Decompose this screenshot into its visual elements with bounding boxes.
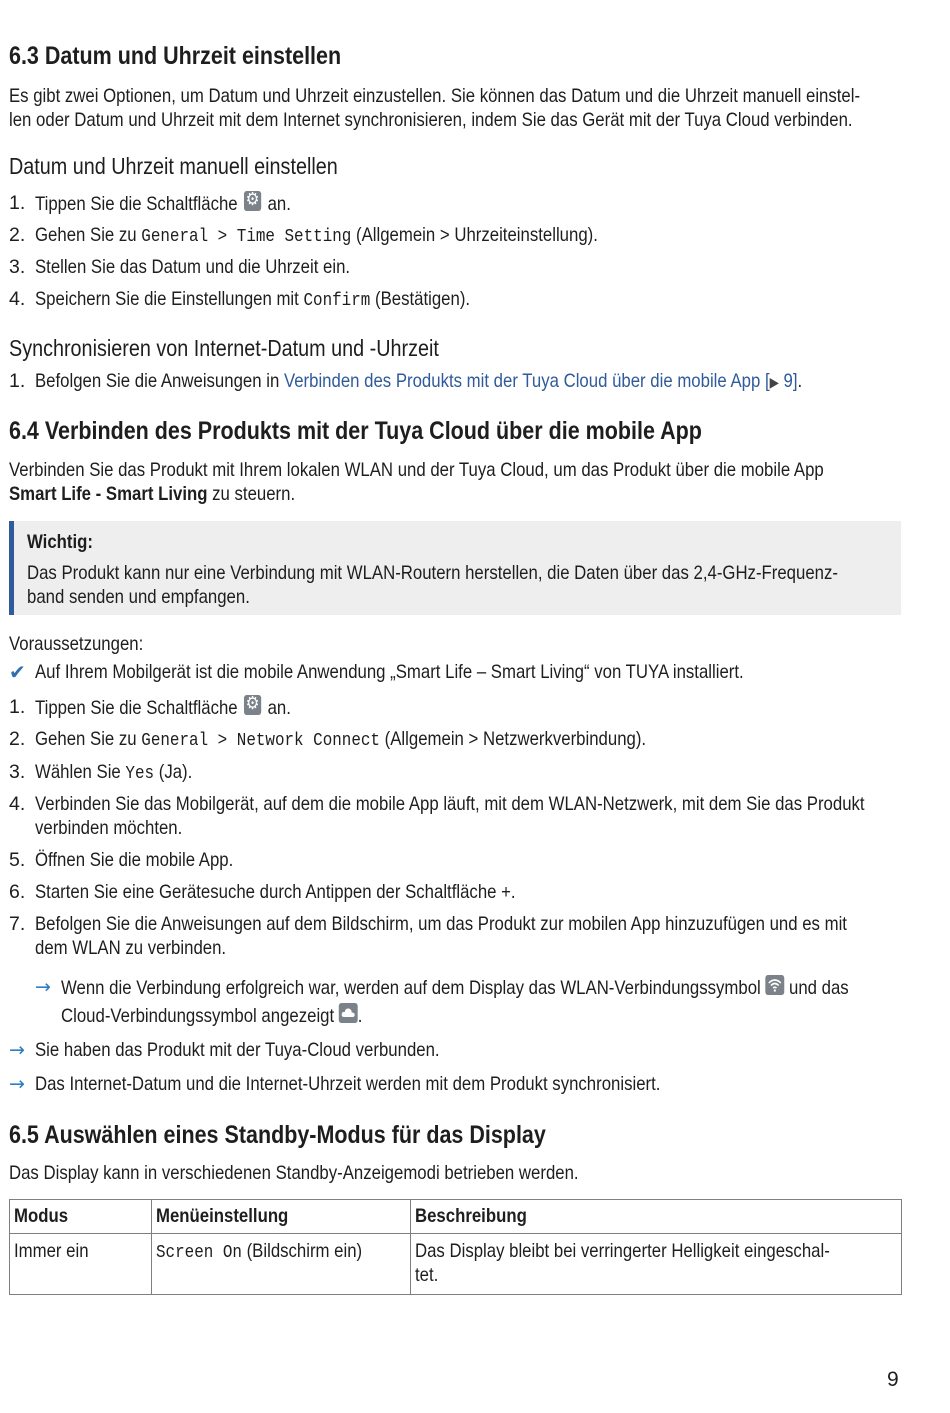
table-header-row — [10, 1200, 902, 1234]
section-heading-6-5: 6.5 Auswählen eines Standby-Modus für das Display — [9, 1121, 546, 1149]
list-item: 1. Tippen Sie die Schaltfläche ⚙ an. — [9, 191, 901, 215]
column-header: Modus — [10, 1200, 152, 1234]
table-cell: Das Display bleibt bei verringerter Helligkeit eingeschal- tet. — [410, 1234, 901, 1295]
wifi-icon — [765, 975, 784, 995]
subheading-sync: Synchronisieren von Internet-Datum und -Uhrzeit — [9, 335, 439, 361]
gear-icon — [244, 695, 261, 715]
list-item: 1. Befolgen Sie die Anweisungen in Verbinden des Produkts mit der Tuya Cloud über die mobile App [▶ 9]. — [9, 370, 803, 392]
result-arrow-icon: → — [9, 1039, 25, 1061]
play-triangle-icon: ▶ — [769, 375, 779, 391]
list-item: 4. Verbinden Sie das Mobilgerät, auf dem die mobile App läuft, mit dem WLAN-Netzwerk, mit dem Sie das Produkt verbinden möchten. — [9, 793, 865, 839]
note-text: Das Produkt kann nur eine Verbindung mit WLAN-Routern herstellen, die Daten über das 2,4-GHz-Frequenz- band senden und empfangen. — [27, 562, 838, 608]
standby-mode-table — [9, 1199, 902, 1295]
list-item: 7. Befolgen Sie die Anweisungen auf dem Bildschirm, um das Produkt zur mobilen App hinzuzufügen und es mit dem WLAN zu verbinden. — [9, 913, 847, 959]
gear-icon — [244, 191, 261, 211]
list-item: 5. Öffnen Sie die mobile App. — [9, 849, 234, 871]
checkmark-icon: ✔ — [9, 660, 26, 684]
subheading-manual: Datum und Uhrzeit manuell einstellen — [9, 153, 338, 179]
result-arrow-icon: → — [9, 1073, 25, 1095]
result-arrow-icon: → — [35, 976, 51, 998]
section-heading-6-4: 6.4 Verbinden des Produkts mit der Tuya Cloud über die mobile App — [9, 417, 702, 445]
column-header: Beschreibung — [410, 1200, 901, 1234]
list-item: 6. Starten Sie eine Gerätesuche durch Antippen der Schaltfläche +. — [9, 881, 516, 903]
note-title: Wichtig: — [27, 531, 93, 553]
table-cell: Immer ein — [10, 1234, 152, 1295]
result-item: → Wenn die Verbindung erfolgreich war, werden auf dem Display das WLAN-Verbindungssymbol und das Cloud-Verbindungssymbol angezeigt . — [35, 976, 849, 1027]
important-note-box — [9, 521, 901, 615]
table-row — [10, 1234, 902, 1295]
result-item: → Sie haben das Produkt mit der Tuya-Cloud verbunden. — [9, 1039, 440, 1061]
list-item: 3. Stellen Sie das Datum und die Uhrzeit ein. — [9, 256, 351, 278]
list-item: 1. Tippen Sie die Schaltfläche ⚙ an. — [9, 695, 901, 719]
cross-reference-link[interactable]: Verbinden des Produkts mit der Tuya Cloud über die mobile App [▶ 9] — [283, 370, 798, 392]
intro-paragraph: Verbinden Sie das Produkt mit Ihrem lokalen WLAN und der Tuya Cloud, um das Produkt über die mobile App Smart Life - Smart Living zu steuern. — [9, 459, 824, 505]
prerequisites-label: Voraussetzungen: — [9, 633, 144, 655]
list-item: 2. Gehen Sie zu General > Time Setting (Allgemein > Uhrzeiteinstellung). — [9, 224, 598, 247]
intro-paragraph: Es gibt zwei Optionen, um Datum und Uhrzeit einzustellen. Sie können das Datum und die Uhrzeit manuell einstel- len oder Datum und Uhrzeit mit dem Internet synchronisieren, indem Sie das Gerät mit der Tuya Cloud verbinden. — [9, 85, 861, 131]
page-number: 9 — [887, 1368, 899, 1391]
list-item: 4. Speichern Sie die Einstellungen mit Confirm (Bestätigen). — [9, 288, 471, 311]
result-item: → Das Internet-Datum und die Internet-Uhrzeit werden mit dem Produkt synchronisiert. — [9, 1073, 661, 1095]
intro-paragraph: Das Display kann in verschiedenen Standby-Anzeigemodi betrieben werden. — [9, 1162, 579, 1184]
list-item: 3. Wählen Sie Yes (Ja). — [9, 761, 193, 784]
list-item: 2. Gehen Sie zu General > Network Connect (Allgemein > Netzwerkverbindung). — [9, 728, 647, 751]
section-heading-6-3: 6.3 Datum und Uhrzeit einstellen — [9, 42, 342, 70]
prerequisite-item: ✔ Auf Ihrem Mobilgerät ist die mobile Anwendung „Smart Life – Smart Living“ von TUYA installiert. — [9, 660, 744, 684]
cloud-icon — [339, 1003, 358, 1023]
column-header: Menüeinstellung — [151, 1200, 410, 1234]
table-cell: Screen On (Bildschirm ein) — [151, 1234, 410, 1295]
